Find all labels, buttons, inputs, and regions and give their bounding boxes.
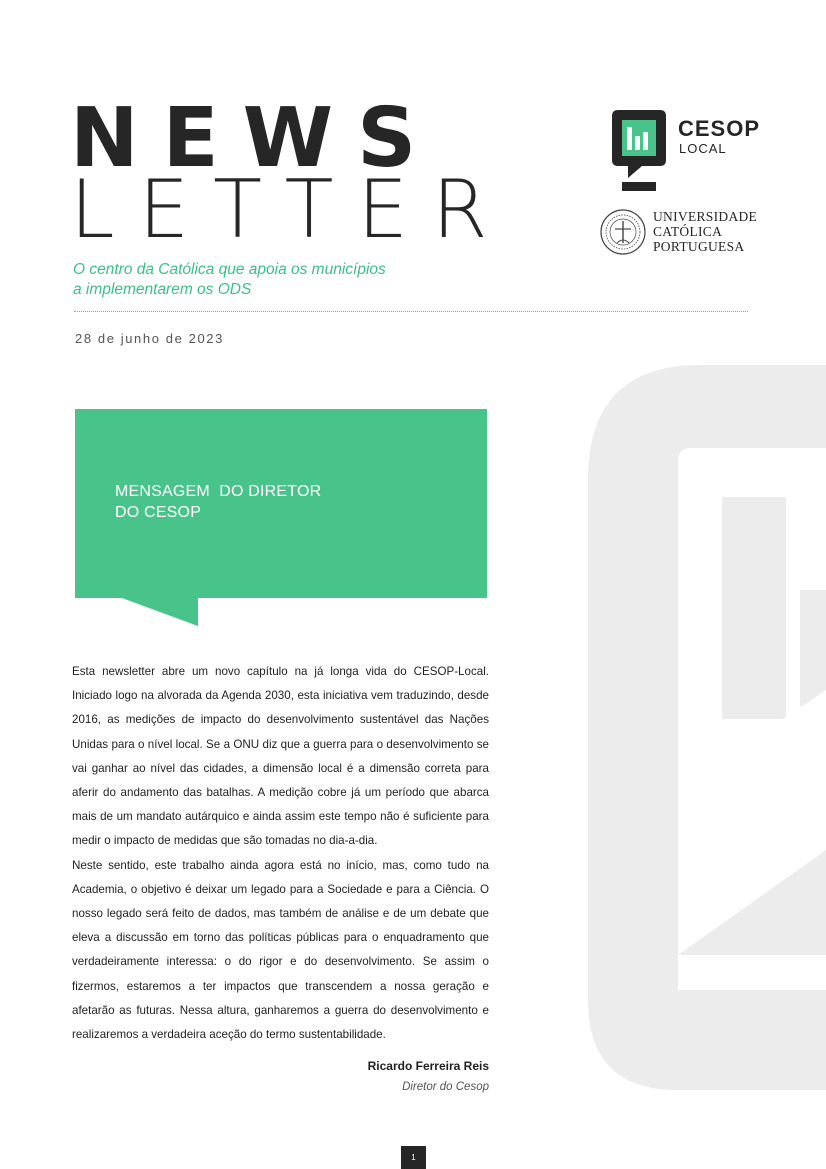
section-title xyxy=(115,481,375,523)
tagline-line-2: a implementarem os ODS xyxy=(73,281,252,298)
article-paragraph-1: Esta newsletter abre um novo capítulo na já longa vida do CESOP-Local. Iniciado logo na alvorada da Agenda 2030, esta iniciativa vem traduzindo, desde 2016, as medições de impacto do desenvolvimento sustentável das Nações Unidas para o nível local. Se a ONU diz que a guerra para o desenvolvimento se vai ganhar ao nível das cidades, a dimensão local é a dimensão correta para aferir do andamento das batalhas. A medição cobre já um período que abarca mais de um mandato autárquico e ainda assim este tempo não é suficiente para medir o impacto de medidas que são tomadas no dia-a-dia. xyxy=(72,665,489,848)
newsletter-title-news: NEWS xyxy=(70,91,441,186)
section-title-line-2: DO CESOP xyxy=(115,504,202,521)
cesop-logo-name: CESOP xyxy=(678,116,761,141)
tagline-line-1: O centro da Católica que apoia os municípios xyxy=(73,261,386,278)
page-number: 1 xyxy=(401,1146,426,1169)
signature-role: Diretor do Cesop xyxy=(402,1081,489,1093)
signature-name: Ricardo Ferreira Reis xyxy=(367,1059,489,1073)
speech-bubble-tail xyxy=(75,597,205,629)
university-name xyxy=(653,209,757,254)
issue-date: 28 de junho de 2023 xyxy=(75,331,224,346)
newsletter-title-letter: LETTER xyxy=(70,163,512,256)
university-name-line-2: CATÓLICA xyxy=(653,224,723,239)
article-body xyxy=(72,660,489,1047)
university-name-line-1: UNIVERSIDADE xyxy=(653,209,758,224)
university-seal-icon xyxy=(600,209,646,255)
article-paragraph-2: Neste sentido, este trabalho ainda agora está no início, mas, como tudo na Academia, o objetivo é deixar um legado para a Sociedade e para a Ciência. O nosso legado será feito de dados, mas também de análise e de um debate que eleva a discussão em torno das políticas públicas para o enquadramento que verdadeiramente interessa: o do rigor e do desenvolvimento. Se assim o fizermos, estaremos a ter impactos que transcendem a nossa geração e afetarão as futuras. Nessa altura, ganharemos a guerra do desenvolvimento e realizaremos a verdadeira aceção do termo sustentabilidade. xyxy=(72,858,489,1042)
section-title-line-1: MENSAGEM DO DIRETOR xyxy=(115,483,322,500)
university-name-line-3: PORTUGUESA xyxy=(653,239,745,254)
tagline xyxy=(73,260,433,300)
cesop-logo-sub: LOCAL xyxy=(679,141,727,156)
header-divider xyxy=(74,311,748,312)
